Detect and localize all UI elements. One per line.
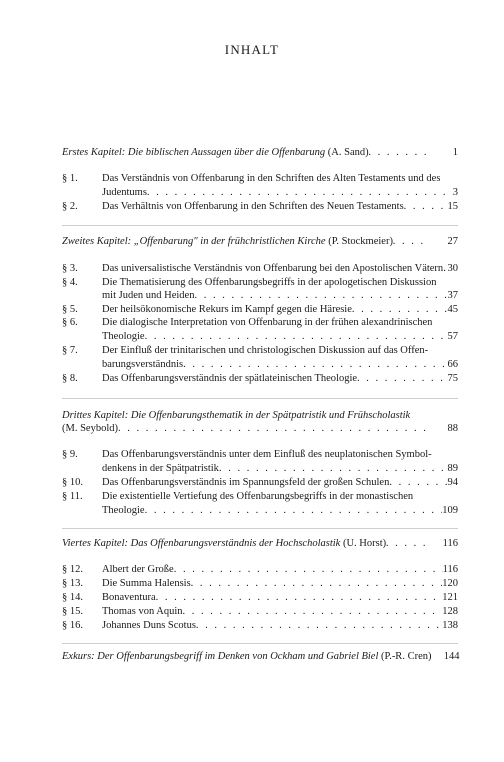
- section-text: Das Verständnis von Offenbarung in den Schriften des Alten Testaments und des: [102, 173, 441, 184]
- section-13: [62, 578, 458, 590]
- section-number: § 2.: [62, 201, 78, 212]
- section-2: [62, 201, 458, 213]
- section-page: 15: [447, 201, 458, 212]
- excursus-author: (P.-R. Cren): [381, 651, 432, 662]
- section-page: 66: [447, 359, 458, 370]
- chapter-3-author: (M. Seybold): [62, 423, 118, 434]
- section-text: Die Summa Halensis: [102, 578, 191, 589]
- excursus-page: 144: [443, 651, 460, 662]
- section-number: § 16.: [62, 620, 83, 631]
- section-page: 109: [442, 505, 458, 516]
- section-15: [62, 606, 458, 618]
- section-number: § 6.: [62, 317, 78, 328]
- section-page: 94: [447, 477, 458, 488]
- section-10: [62, 477, 458, 489]
- section-number: § 12.: [62, 564, 83, 575]
- section-text: Das universalistische Verständnis von Offenbarung bei den Apostolischen Vätern: [102, 263, 444, 274]
- section-12: [62, 564, 458, 576]
- section-11: [62, 491, 458, 503]
- section-text: Der Einfluß der trinitarischen und christologischen Diskussion auf das Offen-: [102, 345, 429, 356]
- section-14: [62, 592, 458, 604]
- divider: [62, 398, 458, 399]
- page-title: INHALT: [224, 42, 280, 57]
- section-page: 30: [447, 263, 458, 274]
- section-5: [62, 304, 458, 316]
- chapter-2-page: 27: [447, 236, 458, 247]
- section-number: § 5.: [62, 304, 78, 315]
- section-page: 89: [447, 463, 458, 474]
- section-4: [62, 277, 458, 289]
- chapter-3-entry: [62, 423, 458, 435]
- section-7-cont: [62, 359, 458, 371]
- chapter-4-page: 116: [442, 538, 458, 549]
- section-3: [62, 263, 458, 275]
- section-page: 57: [447, 331, 458, 342]
- chapter-3-title: Drittes Kapitel: Die Offenbarungsthematik in der Spätpatristik und Frühscholastik: [62, 410, 411, 421]
- section-page: 120: [442, 578, 458, 589]
- section-number: § 10.: [62, 477, 83, 488]
- section-7: [62, 345, 458, 357]
- section-text: Theologie: [102, 505, 145, 516]
- section-number: § 1.: [62, 173, 78, 184]
- section-text: denkens in der Spätpatristik: [102, 463, 219, 474]
- section-text: Albert der Große: [102, 564, 174, 575]
- section-page: 45: [447, 304, 458, 315]
- section-16: [62, 620, 458, 632]
- section-number: § 3.: [62, 263, 78, 274]
- chapter-4-author: (U. Horst): [342, 538, 387, 549]
- chapter-2-entry: [62, 236, 458, 248]
- section-number: § 15.: [62, 606, 83, 617]
- section-text: Das Offenbarungsverständnis im Spannungsfeld der großen Schulen: [102, 477, 390, 488]
- chapter-3-page: 88: [447, 423, 458, 434]
- chapter-1-entry: [62, 147, 458, 159]
- section-11-cont: [62, 505, 458, 517]
- section-1: [62, 173, 458, 185]
- divider: [62, 528, 458, 529]
- section-text: barungsverständnis: [102, 359, 184, 370]
- chapter-4-entry: [62, 538, 458, 550]
- chapter-2-title: Zweites Kapitel: „Offenbarung" in der frühchristlichen Kirche: [62, 236, 326, 247]
- section-9-cont: [62, 463, 458, 475]
- section-number: § 4.: [62, 277, 78, 288]
- section-page: 75: [447, 373, 458, 384]
- section-page: 3: [452, 187, 458, 198]
- section-page: 128: [442, 606, 458, 617]
- section-text: Theologie: [102, 331, 145, 342]
- section-4-cont: [62, 290, 458, 302]
- excursus-entry: [62, 651, 458, 663]
- section-number: § 8.: [62, 373, 78, 384]
- section-text: Das Offenbarungsverständnis unter dem Einfluß des neuplatonischen Symbol-: [102, 449, 432, 460]
- section-9: [62, 449, 458, 461]
- section-text: Johannes Duns Scotus: [102, 620, 196, 631]
- section-8: [62, 373, 458, 385]
- chapter-1-page: 1: [452, 147, 458, 158]
- section-6-cont: [62, 331, 458, 343]
- section-text: Die Thematisierung des Offenbarungsbegriffs in der apologetischen Diskussion: [102, 277, 437, 288]
- section-number: § 13.: [62, 578, 83, 589]
- section-1-cont: [62, 187, 458, 199]
- section-text: Die dialogische Interpretation von Offenbarung in der frühen alexandrinischen: [102, 317, 433, 328]
- section-text: Der heilsökonomische Rekurs im Kampf gegen die Häresie: [102, 304, 352, 315]
- section-text: Das Verhältnis von Offenbarung in den Schriften des Neuen Testaments: [102, 201, 404, 212]
- section-6: [62, 317, 458, 329]
- section-number: § 7.: [62, 345, 78, 356]
- section-text: Judentums: [102, 187, 147, 198]
- chapter-1-author: (A. Sand): [327, 147, 369, 158]
- divider: [62, 643, 458, 644]
- section-page: 37: [447, 290, 458, 301]
- section-text: Die existentielle Vertiefung des Offenbarungsbegriffs in der monastischen: [102, 491, 414, 502]
- section-page: 138: [442, 620, 458, 631]
- section-text: Das Offenbarungsverständnis der spätlateinischen Theologie: [102, 373, 358, 384]
- chapter-2-author: (P. Stockmeier): [328, 236, 393, 247]
- divider: [62, 225, 458, 226]
- section-number: § 14.: [62, 592, 83, 603]
- section-text: mit Juden und Heiden: [102, 290, 195, 301]
- section-page: 121: [442, 592, 458, 603]
- section-page: 116: [442, 564, 458, 575]
- section-number: § 9.: [62, 449, 78, 460]
- section-text: Thomas von Aquin: [102, 606, 183, 617]
- excursus-title: Exkurs: Der Offenbarungsbegriff im Denken von Ockham und Gabriel Biel: [62, 651, 379, 662]
- section-text: Bonaventura: [102, 592, 156, 603]
- section-number: § 11.: [62, 491, 83, 502]
- chapter-1-title: Erstes Kapitel: Die biblischen Aussagen über die Offenbarung: [62, 147, 326, 158]
- chapter-4-title: Viertes Kapitel: Das Offenbarungsverständnis der Hochscholastik: [62, 538, 341, 549]
